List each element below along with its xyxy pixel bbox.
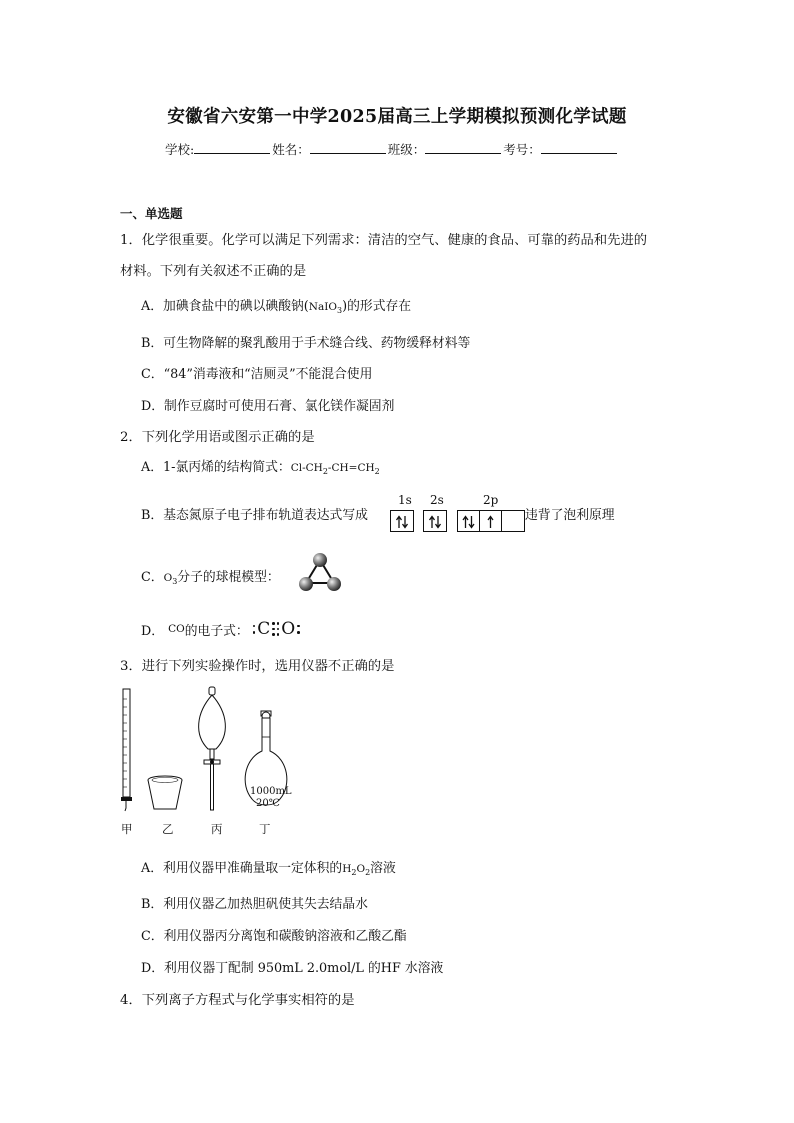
crucible-icon: [148, 776, 182, 809]
orbital-label-2p: 2p: [483, 493, 499, 507]
up-arrow-icon: [480, 514, 501, 530]
ozone-ball-stick-model: [296, 550, 344, 595]
burette-icon: [121, 689, 132, 811]
page-title: 安徽省六安第一中学2025届高三上学期模拟预测化学试题: [167, 107, 627, 127]
paired-arrows-icon: [458, 514, 479, 530]
orbital-label-2s: 2s: [430, 493, 444, 507]
student-info-line: [165, 139, 619, 158]
name-blank[interactable]: [310, 139, 386, 154]
apparatus-label-bing: 丙: [211, 822, 223, 836]
q1-stem-line2: 材料。下列有关叙述不正确的是: [120, 264, 307, 279]
q1-option-d: D．制作豆腐时可使用石膏、氯化镁作凝固剂: [141, 399, 395, 414]
apparatus-label-yi: 乙: [162, 822, 174, 836]
co-lewis-structure: C O: [253, 619, 300, 639]
q2-option-a: A．1-氯丙烯的结构简式：$Cl-CH_2-CH=CH_2$: [141, 460, 380, 476]
orbital-2p-cell-2: [480, 511, 502, 531]
q3-option-d: D．利用仪器丁配制 950mL 2.0mol/L 的HF 水溶液: [141, 961, 444, 976]
flask-temperature-label: 20℃: [256, 798, 280, 809]
q3-stem: 3．进行下列实验操作时，选用仪器不正确的是: [120, 659, 395, 674]
q2-option-b-text: B．基态氮原子电子排布轨道表达式写成: [141, 508, 368, 523]
q2-option-d: D． CO 的电子式： C O: [141, 619, 300, 639]
orbital-box-1s: [390, 510, 414, 532]
q2-option-c: C．$O_3$分子的球棍模型：: [141, 570, 280, 586]
class-label: 班级：: [387, 142, 426, 157]
q2-option-b-suffix: 违背了泡利原理: [525, 508, 615, 523]
orbital-label-1s: 1s: [398, 493, 412, 507]
q3-option-b: B．利用仪器乙加热胆矾使其失去结晶水: [141, 897, 368, 912]
orbital-box-2p: [457, 510, 525, 532]
paired-arrows-icon: [391, 514, 413, 530]
flask-volume-label: 1000mL: [250, 786, 292, 797]
class-blank[interactable]: [425, 139, 501, 154]
section-heading: 一、单选题: [120, 206, 183, 221]
orbital-box-2s: [423, 510, 447, 532]
q3-option-a: A．利用仪器甲准确量取一定体积的$H_2O_2$溶液: [141, 861, 396, 877]
q1-option-c: C．“84”消毒液和“洁厕灵”不能混合使用: [141, 367, 373, 382]
q3-option-c: C．利用仪器丙分离饱和碳酸钠溶液和乙酸乙酯: [141, 929, 407, 944]
orbital-2p-cell-1: [458, 511, 480, 531]
school-blank[interactable]: [194, 139, 270, 154]
exam-number-blank[interactable]: [541, 139, 617, 154]
apparatus-label-ding: 丁: [259, 822, 271, 836]
q1-stem-line1: 1．化学很重要。化学可以满足下列需求：清洁的空气、健康的食品、可靠的药品和先进的: [120, 233, 648, 248]
apparatus-label-jia: 甲: [121, 822, 133, 836]
orbital-2p-cell-3: [502, 511, 523, 531]
q4-stem: 4．下列离子方程式与化学事实相符的是: [120, 993, 355, 1008]
paired-arrows-icon: [424, 514, 446, 530]
name-label: 姓名：: [272, 142, 310, 157]
q2-stem: 2．下列化学用语或图示正确的是: [120, 430, 315, 445]
separatory-funnel-icon: [199, 687, 226, 810]
q1-option-b: B．可生物降解的聚乳酸用于手术缝合线、药物缓释材料等: [141, 336, 471, 351]
school-label: 学校:: [165, 142, 195, 157]
lab-apparatus-figure: [112, 685, 312, 820]
q1-option-a: A．加碘食盐中的碘以碘酸钠(NaIO$_3$)的形式存在: [141, 299, 412, 315]
exam-number-label: 考号：: [503, 142, 541, 157]
